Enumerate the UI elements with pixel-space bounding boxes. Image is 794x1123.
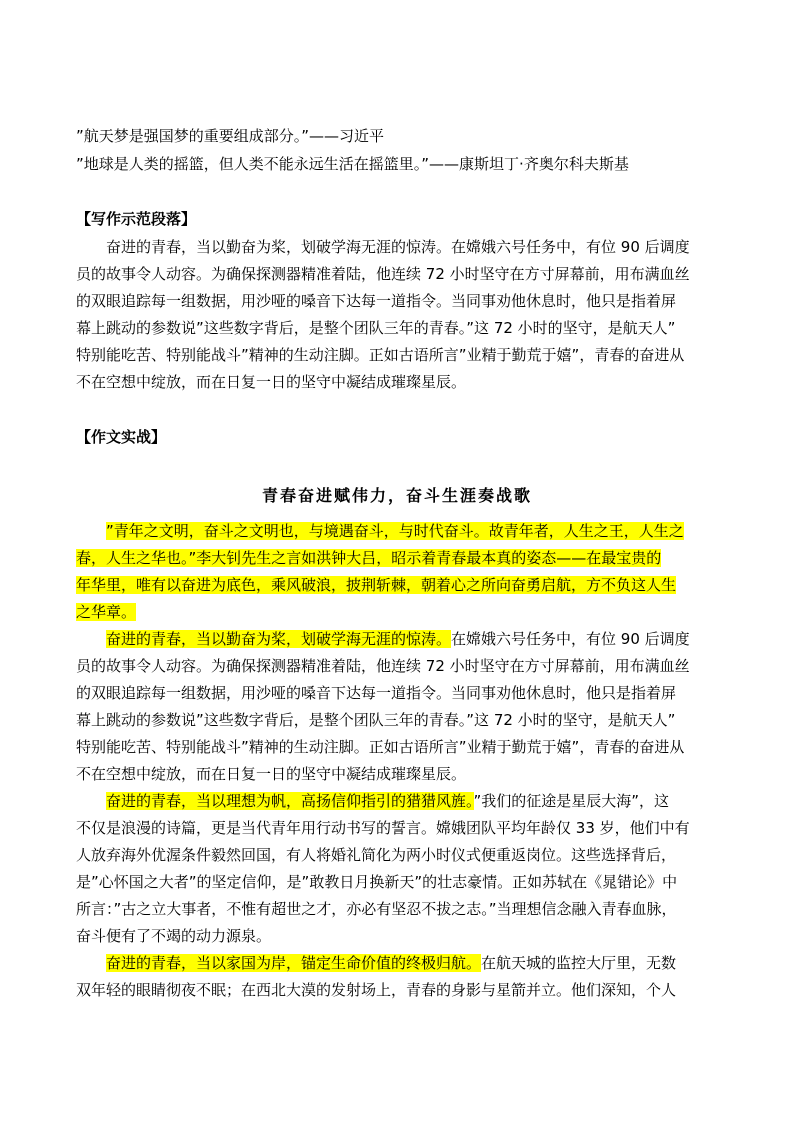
essay-p3-line: 是”心怀国之大者”的坚定信仰，是”敢教日月换新天”的壮志豪情。正如苏轼在《晁错论》中 xyxy=(76,873,678,891)
essay-p1-line xyxy=(76,575,718,595)
sample-line: 员的故事令人动容。为确保探测器精准着陆，他连续 72 小时坚守在方寸屏幕前，用布满血丝 xyxy=(76,265,690,283)
highlight: 之华章。 xyxy=(76,603,137,621)
highlight: ”青年之文明，奋斗之文明也，与境遇奋斗，与时代奋斗。故青年者，人生之王，人生之 xyxy=(106,522,684,540)
sample-line: 幕上跳动的参数说”这些数字背后，是整个团队三年的青春。”这 72 小时的坚守，是航天人” xyxy=(76,319,676,337)
sample-line: 的双眼追踪每一组数据，用沙哑的嗓音下达每一道指令。当同事劝他休息时，他只是指着屏 xyxy=(76,292,677,310)
sample-line: 奋进的青春，当以勤奋为桨，划破学海无涯的惊涛。在嫦娥六号任务中，有位 90 后调度 xyxy=(106,238,690,256)
quote-tsiolkovsky: ”地球是人类的摇篮，但人类不能永远生活在摇篮里。”——康斯坦丁·齐奥尔科夫斯基 xyxy=(76,155,629,173)
essay-text: 在航天城的监控大厅里，无数 xyxy=(481,954,677,972)
essay-p2-line: 的双眼追踪每一组数据，用沙哑的嗓音下达每一道指令。当同事劝他休息时，他只是指着屏 xyxy=(76,684,677,702)
highlight: 春，人生之华也。”李大钊先生之言如洪钟大吕，昭示着青春最本真的姿态——在最宝贵的 xyxy=(76,549,662,567)
essay-p2-line xyxy=(106,629,718,649)
topic-sentence-highlight: 奋进的青春，当以理想为帆，高扬信仰指引的猎猎风旌。 xyxy=(106,792,474,810)
topic-sentence-highlight: 奋进的青春，当以家国为岸，锚定生命价值的终极归航。 xyxy=(106,954,482,972)
essay-title: 青春奋进赋伟力，奋斗生涯奏战歌 xyxy=(261,486,532,505)
essay-text: 在嫦娥六号任务中，有位 90 后调度 xyxy=(451,630,690,648)
sample-line: 特别能吃苦、特别能战斗”精神的生动注脚。正如古语所言”业精于勤荒于嬉”，青春的奋进从 xyxy=(76,346,685,364)
essay-text: ”我们的征途是星辰大海”，这 xyxy=(473,792,670,810)
essay-p1-line xyxy=(76,548,718,568)
essay-p3-line: 奋斗便有了不竭的动力源泉。 xyxy=(76,927,272,945)
essay-p2-line: 员的故事令人动容。为确保探测器精准着陆，他连续 72 小时坚守在方寸屏幕前，用布满血丝 xyxy=(76,657,690,675)
essay-p2-line: 特别能吃苦、特别能战斗”精神的生动注脚。正如古语所言”业精于勤荒于嬉”，青春的奋进从 xyxy=(76,738,685,756)
highlight: 年华里，唯有以奋进为底色，乘风破浪，披荆斩棘，朝着心之所向奋勇启航，方不负这人生 xyxy=(76,576,677,594)
essay-p4-line: 双年轻的眼睛彻夜不眠；在西北大漠的发射场上，青春的身影与星箭并立。他们深知，个人 xyxy=(76,981,677,999)
section-heading-sample: 【写作示范段落】 xyxy=(76,210,197,228)
essay-p1-line xyxy=(76,602,718,622)
essay-p3-line: 所言：”古之立大事者，不惟有超世之才，亦必有坚忍不拔之志。”当理想信念融入青春血脉， xyxy=(76,900,677,918)
essay-p2-line: 幕上跳动的参数说”这些数字背后，是整个团队三年的青春。”这 72 小时的坚守，是航天人” xyxy=(76,711,676,729)
essay-p3-line xyxy=(106,791,718,811)
topic-sentence-highlight: 奋进的青春，当以勤奋为桨，划破学海无涯的惊涛。 xyxy=(106,630,452,648)
sample-line: 不在空想中绽放，而在日复一日的坚守中凝结成璀璨星辰。 xyxy=(76,373,467,391)
essay-p2-line: 不在空想中绽放，而在日复一日的坚守中凝结成璀璨星辰。 xyxy=(76,765,467,783)
essay-p1-line xyxy=(106,521,718,541)
section-heading-practice: 【作文实战】 xyxy=(76,428,167,446)
essay-p4-line xyxy=(106,953,718,973)
essay-p3-line: 人放弃海外优渥条件毅然回国，有人将婚礼简化为两小时仪式便重返岗位。这些选择背后， xyxy=(76,846,677,864)
quote-xi: ”航天梦是强国梦的重要组成部分。”——习近平 xyxy=(76,127,385,145)
essay-p3-line: 不仅是浪漫的诗篇，更是当代青年用行动书写的誓言。嫦娥团队平均年龄仅 33 岁，他们中有 xyxy=(76,819,690,837)
